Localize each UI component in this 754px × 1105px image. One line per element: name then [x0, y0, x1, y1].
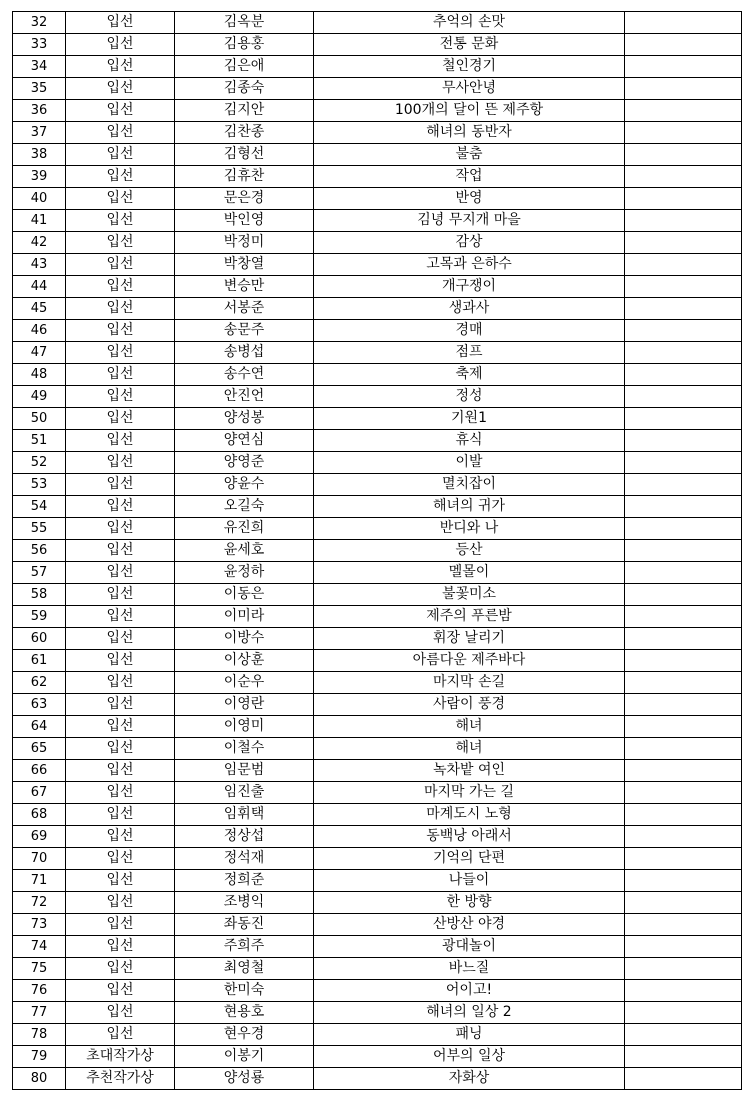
results-table-body: [13, 12, 742, 1090]
work-title-cell: 마지막 손길: [314, 672, 625, 694]
note-cell: [625, 936, 742, 958]
entry-number-cell: 41: [13, 210, 66, 232]
entry-number-cell: 52: [13, 452, 66, 474]
work-title-cell: 해녀: [314, 738, 625, 760]
entry-number-cell: 64: [13, 716, 66, 738]
entry-number-cell: 42: [13, 232, 66, 254]
table-row: [13, 870, 742, 892]
artist-name-cell: 변승만: [175, 276, 314, 298]
entry-number-cell: 57: [13, 562, 66, 584]
table-row: [13, 848, 742, 870]
table-row: [13, 144, 742, 166]
entry-number-cell: 75: [13, 958, 66, 980]
artist-name-cell: 현용호: [175, 1002, 314, 1024]
entry-number-cell: 56: [13, 540, 66, 562]
work-title-cell: 마계도시 노형: [314, 804, 625, 826]
award-category-cell: 입선: [66, 298, 175, 320]
award-category-cell: 입선: [66, 34, 175, 56]
work-title-cell: 나들이: [314, 870, 625, 892]
note-cell: [625, 562, 742, 584]
table-row: [13, 100, 742, 122]
artist-name-cell: 이영란: [175, 694, 314, 716]
note-cell: [625, 694, 742, 716]
award-category-cell: 입선: [66, 320, 175, 342]
artist-name-cell: 오길숙: [175, 496, 314, 518]
artist-name-cell: 현우경: [175, 1024, 314, 1046]
table-row: [13, 210, 742, 232]
award-category-cell: 입선: [66, 56, 175, 78]
note-cell: [625, 474, 742, 496]
note-cell: [625, 386, 742, 408]
award-category-cell: 입선: [66, 122, 175, 144]
table-row: [13, 760, 742, 782]
award-category-cell: 입선: [66, 78, 175, 100]
work-title-cell: 불꽃미소: [314, 584, 625, 606]
artist-name-cell: 박정미: [175, 232, 314, 254]
artist-name-cell: 김휴찬: [175, 166, 314, 188]
table-row: [13, 232, 742, 254]
work-title-cell: 축제: [314, 364, 625, 386]
work-title-cell: 경매: [314, 320, 625, 342]
award-category-cell: 입선: [66, 804, 175, 826]
artist-name-cell: 주희주: [175, 936, 314, 958]
note-cell: [625, 848, 742, 870]
entry-number-cell: 60: [13, 628, 66, 650]
note-cell: [625, 738, 742, 760]
award-category-cell: 입선: [66, 584, 175, 606]
work-title-cell: 휘장 날리기: [314, 628, 625, 650]
work-title-cell: 반디와 나: [314, 518, 625, 540]
entry-number-cell: 63: [13, 694, 66, 716]
work-title-cell: 점프: [314, 342, 625, 364]
entry-number-cell: 73: [13, 914, 66, 936]
entry-number-cell: 76: [13, 980, 66, 1002]
award-category-cell: 입선: [66, 540, 175, 562]
note-cell: [625, 1002, 742, 1024]
artist-name-cell: 이순우: [175, 672, 314, 694]
work-title-cell: 아름다운 제주바다: [314, 650, 625, 672]
artist-name-cell: 김은애: [175, 56, 314, 78]
table-row: [13, 672, 742, 694]
award-category-cell: 입선: [66, 386, 175, 408]
note-cell: [625, 56, 742, 78]
entry-number-cell: 35: [13, 78, 66, 100]
award-category-cell: 입선: [66, 232, 175, 254]
artist-name-cell: 한미숙: [175, 980, 314, 1002]
award-category-cell: 입선: [66, 1002, 175, 1024]
work-title-cell: 개구쟁이: [314, 276, 625, 298]
award-category-cell: 입선: [66, 430, 175, 452]
entry-number-cell: 69: [13, 826, 66, 848]
award-category-cell: 입선: [66, 782, 175, 804]
note-cell: [625, 716, 742, 738]
table-row: [13, 320, 742, 342]
work-title-cell: 생과사: [314, 298, 625, 320]
entry-number-cell: 79: [13, 1046, 66, 1068]
table-row: [13, 1068, 742, 1090]
table-row: [13, 254, 742, 276]
note-cell: [625, 78, 742, 100]
table-row: [13, 298, 742, 320]
entry-number-cell: 50: [13, 408, 66, 430]
work-title-cell: 한 방향: [314, 892, 625, 914]
artist-name-cell: 조병익: [175, 892, 314, 914]
note-cell: [625, 914, 742, 936]
note-cell: [625, 144, 742, 166]
entry-number-cell: 40: [13, 188, 66, 210]
entry-number-cell: 80: [13, 1068, 66, 1090]
table-row: [13, 562, 742, 584]
work-title-cell: 산방산 야경: [314, 914, 625, 936]
table-row: [13, 980, 742, 1002]
work-title-cell: 어부의 일상: [314, 1046, 625, 1068]
note-cell: [625, 958, 742, 980]
work-title-cell: 동백낭 아래서: [314, 826, 625, 848]
note-cell: [625, 870, 742, 892]
work-title-cell: 정성: [314, 386, 625, 408]
note-cell: [625, 452, 742, 474]
entry-number-cell: 65: [13, 738, 66, 760]
table-row: [13, 78, 742, 100]
table-row: [13, 408, 742, 430]
table-row: [13, 738, 742, 760]
award-category-cell: 입선: [66, 100, 175, 122]
note-cell: [625, 826, 742, 848]
entry-number-cell: 70: [13, 848, 66, 870]
award-category-cell: 입선: [66, 738, 175, 760]
award-category-cell: 입선: [66, 12, 175, 34]
note-cell: [625, 320, 742, 342]
note-cell: [625, 210, 742, 232]
entry-number-cell: 38: [13, 144, 66, 166]
note-cell: [625, 100, 742, 122]
artist-name-cell: 양성룡: [175, 1068, 314, 1090]
work-title-cell: 마지막 가는 길: [314, 782, 625, 804]
work-title-cell: 무사안녕: [314, 78, 625, 100]
table-row: [13, 386, 742, 408]
table-row: [13, 782, 742, 804]
entry-number-cell: 49: [13, 386, 66, 408]
artist-name-cell: 임문범: [175, 760, 314, 782]
artist-name-cell: 김종숙: [175, 78, 314, 100]
award-category-cell: 입선: [66, 958, 175, 980]
artist-name-cell: 김찬종: [175, 122, 314, 144]
work-title-cell: 멜몰이: [314, 562, 625, 584]
award-category-cell: 입선: [66, 826, 175, 848]
entry-number-cell: 46: [13, 320, 66, 342]
entry-number-cell: 72: [13, 892, 66, 914]
table-row: [13, 1002, 742, 1024]
award-category-cell: 입선: [66, 254, 175, 276]
award-category-cell: 입선: [66, 914, 175, 936]
entry-number-cell: 68: [13, 804, 66, 826]
artist-name-cell: 윤세호: [175, 540, 314, 562]
table-row: [13, 936, 742, 958]
entry-number-cell: 33: [13, 34, 66, 56]
table-row: [13, 166, 742, 188]
work-title-cell: 제주의 푸른밤: [314, 606, 625, 628]
work-title-cell: 사람이 풍경: [314, 694, 625, 716]
note-cell: [625, 364, 742, 386]
artist-name-cell: 이영미: [175, 716, 314, 738]
table-row: [13, 518, 742, 540]
work-title-cell: 해녀: [314, 716, 625, 738]
entry-number-cell: 39: [13, 166, 66, 188]
award-category-cell: 입선: [66, 892, 175, 914]
table-row: [13, 584, 742, 606]
artist-name-cell: 양성봉: [175, 408, 314, 430]
award-category-cell: 입선: [66, 518, 175, 540]
entry-number-cell: 55: [13, 518, 66, 540]
artist-name-cell: 윤정하: [175, 562, 314, 584]
table-row: [13, 430, 742, 452]
table-row: [13, 716, 742, 738]
entry-number-cell: 77: [13, 1002, 66, 1024]
entry-number-cell: 61: [13, 650, 66, 672]
work-title-cell: 철인경기: [314, 56, 625, 78]
artist-name-cell: 안진언: [175, 386, 314, 408]
artist-name-cell: 정석재: [175, 848, 314, 870]
entry-number-cell: 71: [13, 870, 66, 892]
results-table: [12, 11, 742, 1090]
artist-name-cell: 박인영: [175, 210, 314, 232]
work-title-cell: 고목과 은하수: [314, 254, 625, 276]
note-cell: [625, 12, 742, 34]
award-category-cell: 입선: [66, 694, 175, 716]
artist-name-cell: 박창열: [175, 254, 314, 276]
work-title-cell: 불춤: [314, 144, 625, 166]
entry-number-cell: 36: [13, 100, 66, 122]
entry-number-cell: 43: [13, 254, 66, 276]
work-title-cell: 패닝: [314, 1024, 625, 1046]
work-title-cell: 기억의 단편: [314, 848, 625, 870]
entry-number-cell: 34: [13, 56, 66, 78]
table-row: [13, 12, 742, 34]
entry-number-cell: 47: [13, 342, 66, 364]
entry-number-cell: 45: [13, 298, 66, 320]
work-title-cell: 반영: [314, 188, 625, 210]
note-cell: [625, 650, 742, 672]
artist-name-cell: 유진희: [175, 518, 314, 540]
note-cell: [625, 1046, 742, 1068]
note-cell: [625, 408, 742, 430]
work-title-cell: 바느질: [314, 958, 625, 980]
table-row: [13, 804, 742, 826]
award-category-cell: 입선: [66, 474, 175, 496]
entry-number-cell: 58: [13, 584, 66, 606]
work-title-cell: 멸치잡이: [314, 474, 625, 496]
artist-name-cell: 김옥분: [175, 12, 314, 34]
award-category-cell: 입선: [66, 364, 175, 386]
entry-number-cell: 32: [13, 12, 66, 34]
artist-name-cell: 이봉기: [175, 1046, 314, 1068]
work-title-cell: 휴식: [314, 430, 625, 452]
entry-number-cell: 66: [13, 760, 66, 782]
award-category-cell: 입선: [66, 210, 175, 232]
entry-number-cell: 54: [13, 496, 66, 518]
table-row: [13, 122, 742, 144]
work-title-cell: 등산: [314, 540, 625, 562]
award-category-cell: 입선: [66, 188, 175, 210]
entry-number-cell: 62: [13, 672, 66, 694]
note-cell: [625, 892, 742, 914]
work-title-cell: 추억의 손맛: [314, 12, 625, 34]
award-category-cell: 입선: [66, 496, 175, 518]
artist-name-cell: 좌동진: [175, 914, 314, 936]
award-category-cell: 입선: [66, 276, 175, 298]
award-category-cell: 입선: [66, 650, 175, 672]
table-row: [13, 452, 742, 474]
table-row: [13, 650, 742, 672]
note-cell: [625, 254, 742, 276]
note-cell: [625, 34, 742, 56]
artist-name-cell: 이상훈: [175, 650, 314, 672]
work-title-cell: 해녀의 동반자: [314, 122, 625, 144]
award-category-cell: 입선: [66, 980, 175, 1002]
artist-name-cell: 이동은: [175, 584, 314, 606]
artist-name-cell: 송문주: [175, 320, 314, 342]
entry-number-cell: 67: [13, 782, 66, 804]
table-row: [13, 188, 742, 210]
table-row: [13, 914, 742, 936]
artist-name-cell: 최영철: [175, 958, 314, 980]
award-category-cell: 입선: [66, 408, 175, 430]
work-title-cell: 녹차밭 여인: [314, 760, 625, 782]
note-cell: [625, 166, 742, 188]
artist-name-cell: 정희준: [175, 870, 314, 892]
artist-name-cell: 송병섭: [175, 342, 314, 364]
note-cell: [625, 232, 742, 254]
table-row: [13, 496, 742, 518]
note-cell: [625, 342, 742, 364]
award-category-cell: 입선: [66, 716, 175, 738]
work-title-cell: 김녕 무지개 마을: [314, 210, 625, 232]
artist-name-cell: 이철수: [175, 738, 314, 760]
award-category-cell: 입선: [66, 166, 175, 188]
entry-number-cell: 59: [13, 606, 66, 628]
note-cell: [625, 188, 742, 210]
work-title-cell: 감상: [314, 232, 625, 254]
artist-name-cell: 김형선: [175, 144, 314, 166]
award-category-cell: 입선: [66, 870, 175, 892]
artist-name-cell: 양영준: [175, 452, 314, 474]
entry-number-cell: 48: [13, 364, 66, 386]
work-title-cell: 광대놀이: [314, 936, 625, 958]
award-category-cell: 입선: [66, 1024, 175, 1046]
work-title-cell: 작업: [314, 166, 625, 188]
work-title-cell: 기원1: [314, 408, 625, 430]
table-row: [13, 628, 742, 650]
note-cell: [625, 782, 742, 804]
entry-number-cell: 53: [13, 474, 66, 496]
artist-name-cell: 임진출: [175, 782, 314, 804]
artist-name-cell: 김지안: [175, 100, 314, 122]
table-row: [13, 56, 742, 78]
artist-name-cell: 김용홍: [175, 34, 314, 56]
work-title-cell: 이발: [314, 452, 625, 474]
artist-name-cell: 서봉준: [175, 298, 314, 320]
award-category-cell: 입선: [66, 760, 175, 782]
note-cell: [625, 628, 742, 650]
note-cell: [625, 122, 742, 144]
table-row: [13, 958, 742, 980]
award-category-cell: 입선: [66, 562, 175, 584]
award-category-cell: 입선: [66, 672, 175, 694]
note-cell: [625, 298, 742, 320]
work-title-cell: 100개의 달이 뜬 제주항: [314, 100, 625, 122]
work-title-cell: 해녀의 귀가: [314, 496, 625, 518]
table-row: [13, 540, 742, 562]
entry-number-cell: 78: [13, 1024, 66, 1046]
table-row: [13, 342, 742, 364]
work-title-cell: 어이고!: [314, 980, 625, 1002]
table-row: [13, 1046, 742, 1068]
note-cell: [625, 584, 742, 606]
artist-name-cell: 양연심: [175, 430, 314, 452]
award-category-cell: 입선: [66, 848, 175, 870]
entry-number-cell: 44: [13, 276, 66, 298]
table-row: [13, 1024, 742, 1046]
artist-name-cell: 이미라: [175, 606, 314, 628]
artist-name-cell: 정상섭: [175, 826, 314, 848]
note-cell: [625, 1068, 742, 1090]
award-category-cell: 추천작가상: [66, 1068, 175, 1090]
work-title-cell: 전통 문화: [314, 34, 625, 56]
artist-name-cell: 문은경: [175, 188, 314, 210]
table-row: [13, 364, 742, 386]
note-cell: [625, 430, 742, 452]
note-cell: [625, 804, 742, 826]
award-category-cell: 입선: [66, 936, 175, 958]
work-title-cell: 자화상: [314, 1068, 625, 1090]
table-row: [13, 474, 742, 496]
note-cell: [625, 518, 742, 540]
work-title-cell: 해녀의 일상 2: [314, 1002, 625, 1024]
entry-number-cell: 51: [13, 430, 66, 452]
award-category-cell: 입선: [66, 606, 175, 628]
award-category-cell: 입선: [66, 628, 175, 650]
table-row: [13, 694, 742, 716]
note-cell: [625, 980, 742, 1002]
note-cell: [625, 606, 742, 628]
note-cell: [625, 276, 742, 298]
table-row: [13, 606, 742, 628]
artist-name-cell: 송수연: [175, 364, 314, 386]
award-category-cell: 입선: [66, 342, 175, 364]
award-category-cell: 초대작가상: [66, 1046, 175, 1068]
artist-name-cell: 이방수: [175, 628, 314, 650]
table-row: [13, 892, 742, 914]
note-cell: [625, 540, 742, 562]
note-cell: [625, 760, 742, 782]
table-row: [13, 34, 742, 56]
note-cell: [625, 496, 742, 518]
entry-number-cell: 74: [13, 936, 66, 958]
entry-number-cell: 37: [13, 122, 66, 144]
note-cell: [625, 672, 742, 694]
table-row: [13, 276, 742, 298]
note-cell: [625, 1024, 742, 1046]
award-category-cell: 입선: [66, 452, 175, 474]
artist-name-cell: 양윤수: [175, 474, 314, 496]
table-row: [13, 826, 742, 848]
artist-name-cell: 임휘택: [175, 804, 314, 826]
award-category-cell: 입선: [66, 144, 175, 166]
